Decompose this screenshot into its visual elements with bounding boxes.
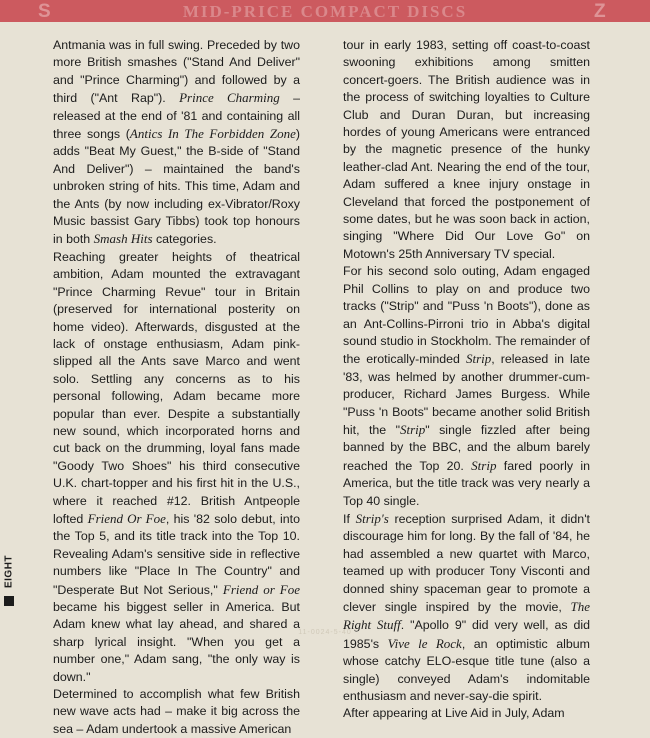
left-paragraph-2: Reaching greater heights of theatrical ambition, Adam mounted the extravagant "Prince Charming Revue" tour in Britain (preserved for international posterity on home video). Afterwards, disgusted at the lack of onstage enthusiasm, Adam pink-slipped all the Ants save Marco and went solo. Settling any concerns as to his personal following, Adam became more popular than ever. Despite a substantially new sound, which incorporated horns and cut back on the drumming, loyal fans made "Goody Two Shoes" his third consecutive U.K. chart-topper and his first hit in the U.S., where it reached #12. British Antpeople lofted Friend Or Foe, his '82 solo debut, into the Top 5, and its title track into the Top 10. Revealing Adam's sensitive side in reflective numbers like "Place In The Country" and "Desperate But Not Serious," Friend or Foe became his biggest seller in America. But Adam knew what lay ahead, and shared a sharp lyrical insight. "When you get a number one," Adam sang, "the only way is down." [53,249,300,684]
header-band [0,0,650,22]
header-left-letter: S [38,1,51,22]
right-paragraph-3: If Strip's reception surprised Adam, it didn't discourage him for long. By the fall of '84, he had assembled a new quartet with Marco, teamed up with producer Tony Visconti and donned shiny spaceman gear to promote a clever single inspired by the movie, The Right Stuff. "Apollo 9" did very well, as did 1985's Vive le Rock, an optimistic album whose catchy ELO-esque title tune (also a single) conveyed Adam's indomitable enthusiasm and never-say-die spirit. [343,510,591,704]
header-right-letter: Z [594,1,606,22]
page-number-word: EIGHT [3,554,15,589]
right-paragraph-1: tour in early 1983, setting off coast-to-coast swooning exhibitions among smitten concert-goers. The British audience was in the process of switching loyalties to Culture Club and Duran Duran, but increasing hordes of young Americans were entranced by the magnetic presence of the hunky leather-clad Ant. Nearing the end of the tour, Adam suffered a knee injury onstage in Cleveland that forced the postponement of some dates, but he was soon back in action, singing "Where Did Our Love Go" on Motown's 25th Anniversary TV special. [343,38,590,261]
left-paragraph-1: Antmania was in full swing. Preceded by two more British smashes ("Stand And Deliver" and "Prince Charming") and followed by a third ("Ant Rap"). Prince Charming – released at the end of '81 and containing all three songs (Antics In The Forbidden Zone) adds "Beat My Guest," the B-side of "Stand And Deliver") – maintained the band's unbroken string of hits. This time, Adam and the Ants (by now including ex-Vibrator/Roxy Music bassist Gary Tibbs) took top honours in both Smash Hits categories. [53,38,300,247]
left-paragraph-3: Determined to accomplish what few British new wave acts had – make it big across the sea – Adam undertook a massive American [53,687,300,736]
right-paragraph-2: For his second solo outing, Adam engaged Phil Collins to play on and produce two tracks ("Strip" and "Puss 'n Boots"), done as an Ant-Collins-Pirroni trio in Abba's digital sound studio in Stockholm. The remainder of the erotically-minded Strip, released in late '83, was helmed by another drummer-cum-producer, Richard James Burgess. While "Puss 'n Boots" became another solid British hit, the "Strip" single fizzled after being banned by the BBC, and the album barely reached the Top 20. Strip fared poorly in America, but the title track was very nearly a Top 40 single. [343,264,591,508]
right-paragraph-4: After appearing at Live Aid in July, Adam [343,706,565,721]
right-column [343,37,590,723]
page-number-label [2,552,16,612]
header-ghost-title: MID-PRICE COMPACT DISCS [182,2,468,21]
page-marker-square [4,596,14,606]
catalog-code: 11-0024-5-40 [298,629,352,636]
